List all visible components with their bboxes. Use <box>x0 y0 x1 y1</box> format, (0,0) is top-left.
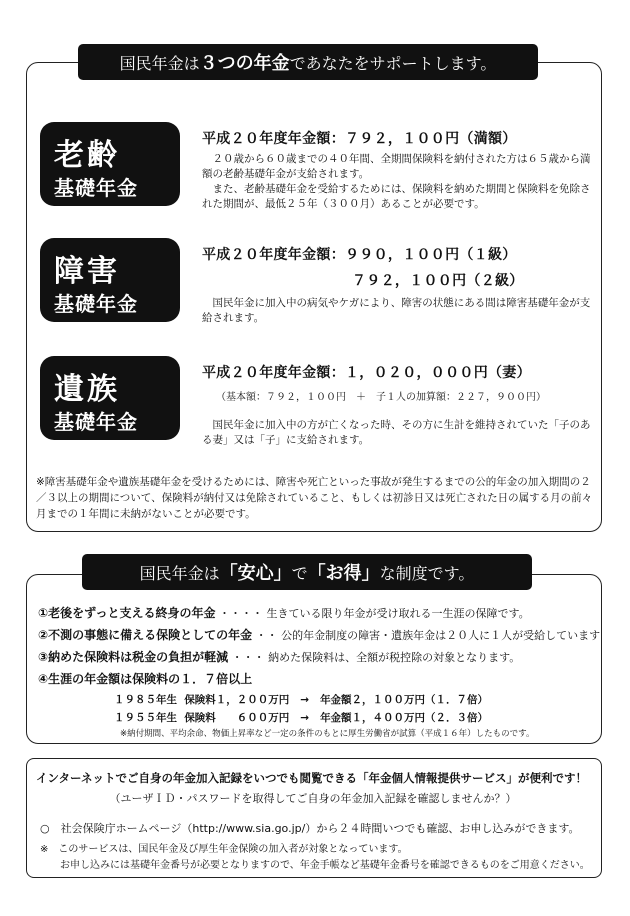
sia-homepage-info: ○ 社会保険庁ホームページ（http://www.sia.go.jp/）から２４時間いつでも確認、お申し込みができます。 <box>40 822 580 835</box>
survivor-amount-breakdown: （基本額：７９２，１００円 ＋ 子１人の加算額：２２７，９００円） <box>216 392 546 403</box>
disability-amount-2: ７９２，１００円（２級） <box>352 273 524 289</box>
pension-amount: 年金額２，１００万円（１．７倍） <box>320 694 489 706</box>
birth-year: １９８５年生 <box>114 694 177 706</box>
benefit-title: ②不測の事態に備える保険としての年金 <box>38 628 253 642</box>
benefit-text: 公的年金制度の障害・遺族年金は２０人に１人が受給しています <box>281 629 601 642</box>
arrow-icon: → <box>300 712 310 724</box>
header-text: 国民年金は <box>119 53 200 73</box>
header-text: であなたをサポートします。 <box>289 53 497 73</box>
benefit-item-return <box>38 670 252 687</box>
premium-amount: 保険料１，２００万円 <box>184 694 290 706</box>
online-service-subtitle: （ユーザＩＤ・パスワードを取得してご自身の年金加入記録を確認しませんか？） <box>109 792 517 805</box>
badge-title: 遺族 <box>54 372 120 407</box>
benefit-text: 生きている限り年金が受け取れる一生涯の保障です。 <box>266 607 530 620</box>
benefit-item-lifelong <box>38 604 530 621</box>
online-service-title: インターネットでご自身の年金加入記録をいつでも閲覧できる「年金個人情報提供サービス」が便利です！ <box>36 771 587 785</box>
badge-title: 老齢 <box>54 138 120 173</box>
pension-amount: 年金額１，４００万円（２．３倍） <box>320 712 489 724</box>
disability-amount: 平成２０年度年金額：９９０，１００円（１級） <box>202 247 517 263</box>
birth-year: １９５５年生 <box>114 712 177 724</box>
header-text: 国民年金は <box>139 563 220 583</box>
survivor-description: 国民年金に加入中の方が亡くなった時、その方に生計を維持されていた「子のある妻」又は「子」に支給されます。 <box>202 419 591 446</box>
eligibility-footnote: ※障害基礎年金や遺族基礎年金を受けるためには、障害や死亡といった事故が発生するまでの公的年金の加入期間の２／３以上の期間について、保険料が納付又は免除されていること、もしくは初診日又は死亡された日の属する月の前々月までの１年間に未納がないことが必要です。 <box>36 476 593 520</box>
arrow-icon: → <box>300 694 310 706</box>
benefit-item-insurance <box>38 626 600 643</box>
header-emphasis: 「お得」 <box>307 563 380 584</box>
example-row-1955 <box>114 710 488 725</box>
old-age-description: ２０歳から６０歳までの４０年間、全期間保険料を納付された方は６５歳から満額の老齢基礎年金が支給されます。 <box>202 153 591 180</box>
example-footnote: ※納付期間、平均余命、物価上昇率など一定の条件のもとに厚生労働省が試算（平成１６年）したものです。 <box>120 729 535 739</box>
benefit-text: 納めた保険料は、全額が税控除の対象となります。 <box>268 651 521 664</box>
premium-amount: 保険料 ６００万円 <box>184 712 290 724</box>
benefit-title: ④生涯の年金額は保険料の１．７倍以上 <box>38 672 253 686</box>
service-note-2: お申し込みには基礎年金番号が必要となりますので、年金手帳など基礎年金番号を確認できるものをご用意ください。 <box>40 860 590 871</box>
survivor-amount: 平成２０年度年金額：１，０２０，０００円（妻） <box>202 365 531 381</box>
badge-subtitle: 基礎年金 <box>54 292 138 316</box>
example-row-1985 <box>114 692 488 707</box>
header-emphasis: 「安心」 <box>219 563 292 584</box>
benefit-title: ①老後をずっと支える終身の年金 <box>38 606 216 620</box>
benefit-item-tax <box>38 648 520 665</box>
header-emphasis: ３つの年金 <box>199 53 290 74</box>
old-age-badge <box>40 122 180 206</box>
disability-description: 国民年金に加入中の病気やケガにより、障害の状態にある間は障害基礎年金が支給されます。 <box>202 297 591 324</box>
disability-badge <box>40 238 180 322</box>
badge-title: 障害 <box>54 254 120 289</box>
three-pensions-header <box>78 44 538 80</box>
old-age-amount: 平成２０年度年金額：７９２，１００円（満額） <box>202 131 517 147</box>
badge-subtitle: 基礎年金 <box>54 410 138 434</box>
header-text: な制度です。 <box>379 563 475 583</box>
survivor-badge <box>40 356 180 440</box>
leader-dots: ・・・・ <box>218 607 263 620</box>
benefits-header <box>82 554 532 590</box>
leader-dots: ・・ <box>255 629 278 642</box>
leader-dots: ・・・ <box>231 651 265 664</box>
benefit-title: ③納めた保険料は税金の負担が軽減 <box>38 650 229 664</box>
header-text: で <box>291 563 308 583</box>
badge-subtitle: 基礎年金 <box>54 176 138 200</box>
old-age-description-2: また、老齢基礎年金を受給するためには、保険料を納めた期間と保険料を免除された期間が、最低２５年（３００月）あることが必要です。 <box>202 183 591 210</box>
service-note-1: ※ このサービスは、国民年金及び厚生年金保険の加入者が対象となっています。 <box>40 844 408 855</box>
